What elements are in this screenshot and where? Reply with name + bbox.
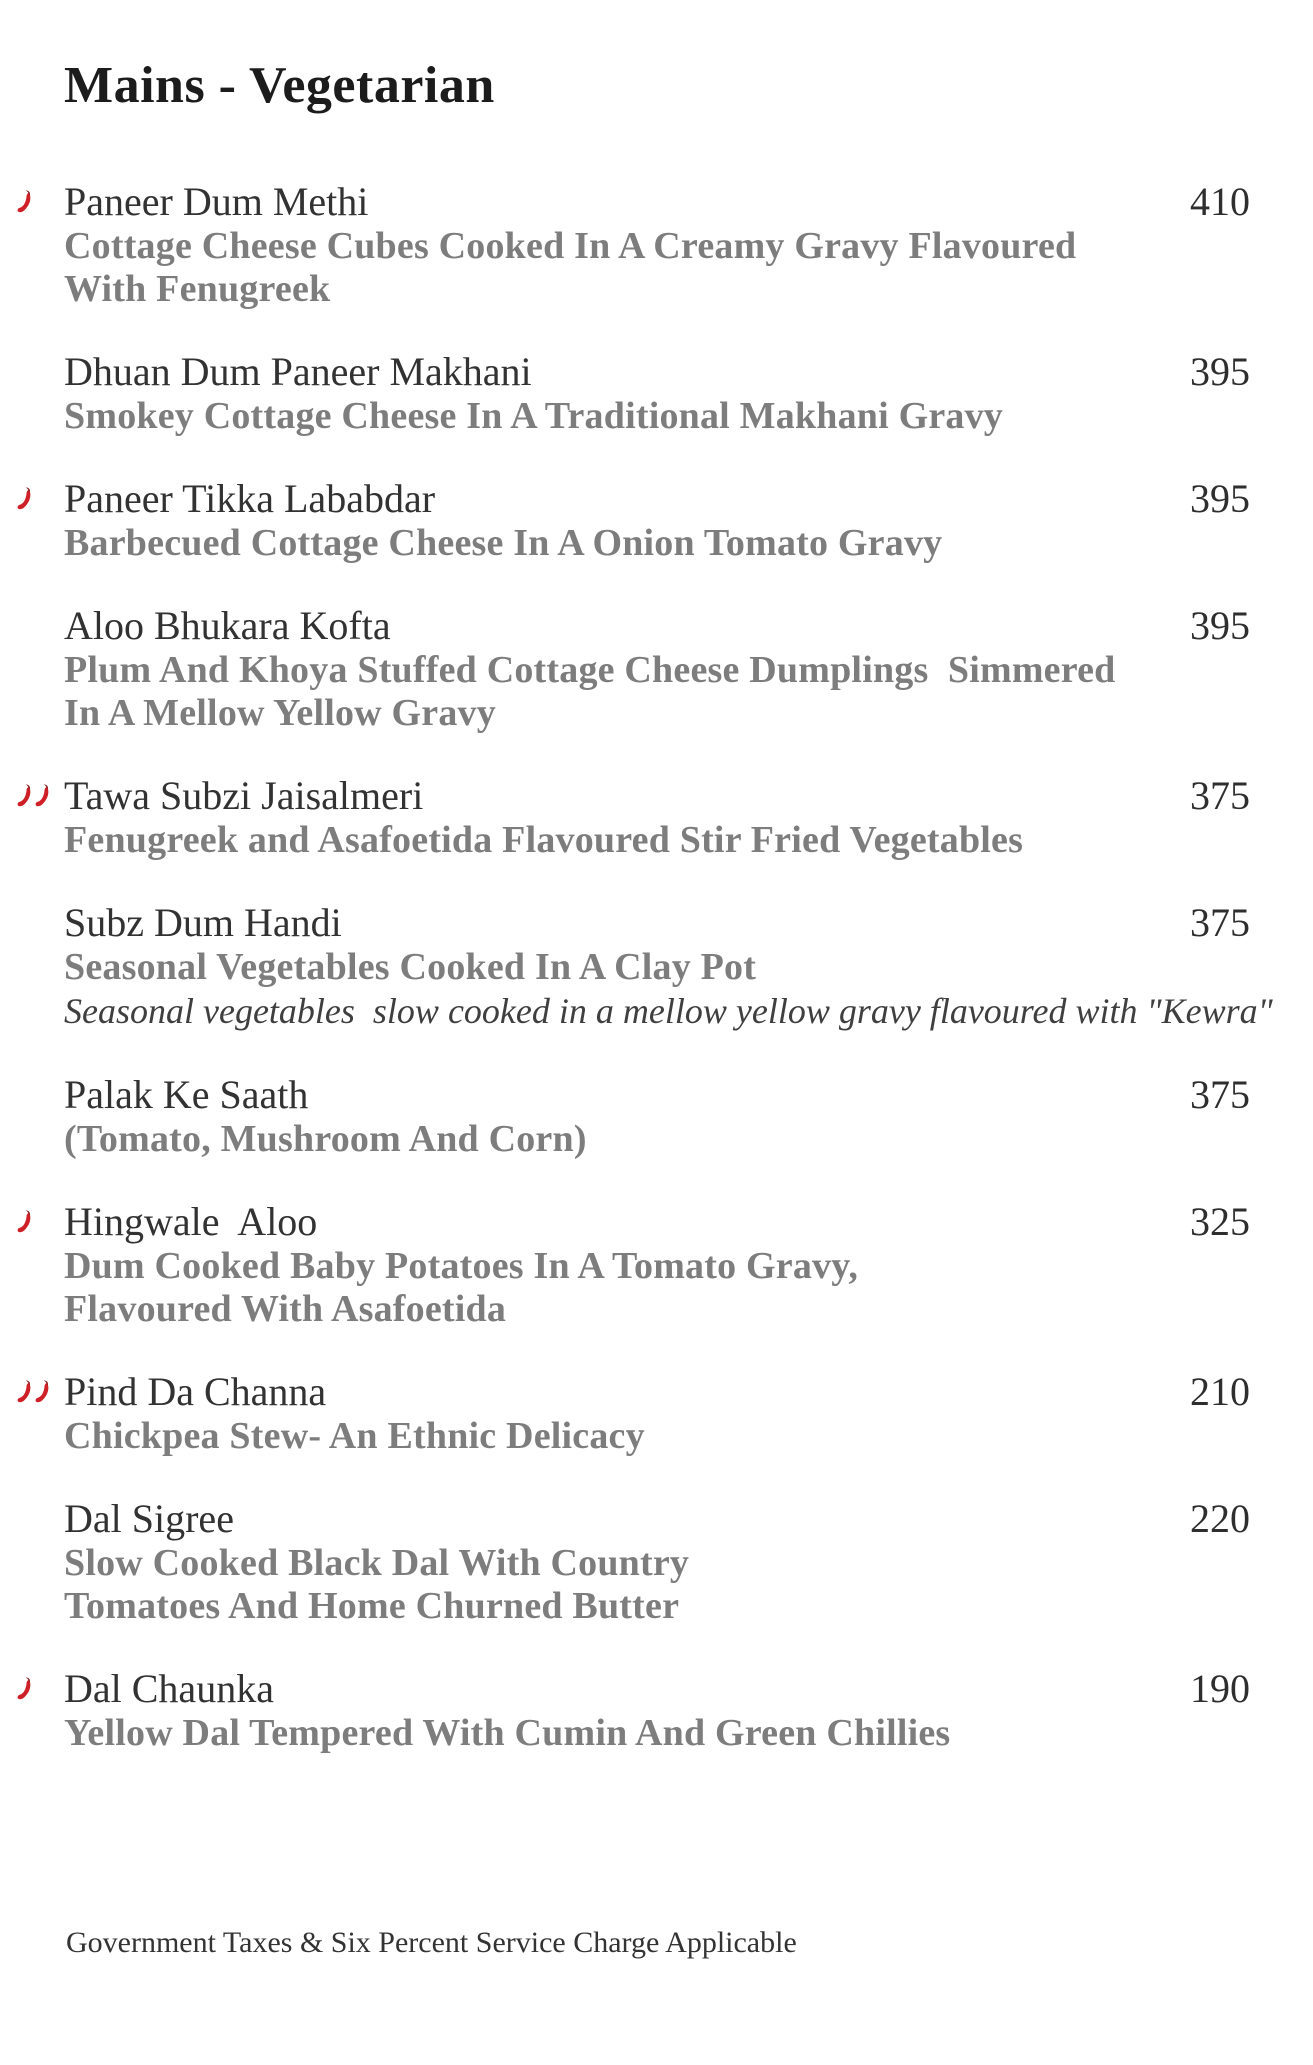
chili-pepper-icon bbox=[32, 1379, 56, 1407]
menu-items-list bbox=[64, 178, 1273, 1755]
dish-name: Subz Dum Handi bbox=[64, 900, 342, 945]
spice-level-icons bbox=[14, 486, 38, 514]
menu-item bbox=[64, 899, 1273, 1034]
dish-name-row bbox=[64, 475, 1250, 522]
dish-name-row bbox=[64, 178, 1250, 225]
dish-price: 210 bbox=[1190, 1369, 1250, 1414]
dish-description bbox=[64, 1712, 1250, 1755]
dish-name: Tawa Subzi Jaisalmeri bbox=[64, 773, 424, 818]
chili-pepper-icon bbox=[14, 1209, 38, 1237]
chili-pepper-icon bbox=[14, 189, 38, 217]
dish-price: 375 bbox=[1190, 1072, 1250, 1117]
menu-item bbox=[64, 772, 1250, 862]
dish-description-line: Cottage Cheese Cubes Cooked In A Creamy Gravy Flavoured bbox=[64, 225, 1077, 267]
dish-description bbox=[64, 649, 1250, 735]
dish-name-row bbox=[64, 348, 1250, 395]
dish-name-row bbox=[64, 602, 1250, 649]
chili-pepper-icon bbox=[14, 1676, 38, 1704]
menu-item bbox=[64, 1368, 1250, 1458]
dish-description bbox=[64, 819, 1250, 862]
menu-item bbox=[64, 475, 1250, 565]
dish-name-row bbox=[64, 1495, 1250, 1542]
spice-level-icons bbox=[14, 1209, 38, 1237]
dish-price: 395 bbox=[1190, 349, 1250, 394]
chili-pepper-icon bbox=[32, 783, 56, 811]
tax-service-charge-note: Government Taxes & Six Percent Service Charge Applicable bbox=[66, 1926, 797, 1959]
spice-level-icons bbox=[14, 783, 56, 811]
dish-italic-note: Seasonal vegetables slow cooked in a mellow yellow gravy flavoured with "Kewra" bbox=[64, 991, 1273, 1031]
dish-name: Palak Ke Saath bbox=[64, 1072, 309, 1117]
dish-name-row bbox=[64, 772, 1250, 819]
dish-name: Paneer Dum Methi bbox=[64, 179, 369, 224]
dish-name-row bbox=[64, 1198, 1250, 1245]
dish-name-row bbox=[64, 1071, 1250, 1118]
dish-name: Aloo Bhukara Kofta bbox=[64, 603, 391, 648]
dish-name-row bbox=[64, 899, 1250, 946]
dish-description bbox=[64, 1542, 1250, 1628]
dish-description bbox=[64, 395, 1250, 438]
dish-price: 325 bbox=[1190, 1199, 1250, 1244]
menu-item bbox=[64, 1665, 1250, 1755]
dish-name-row bbox=[64, 1368, 1250, 1415]
chili-pepper-icon bbox=[14, 486, 38, 514]
dish-price: 395 bbox=[1190, 476, 1250, 521]
dish-description-line: Seasonal Vegetables Cooked In A Clay Pot bbox=[64, 946, 757, 988]
page-title: Mains - Vegetarian bbox=[64, 57, 495, 114]
dish-description-line: Flavoured With Asafoetida bbox=[64, 1288, 507, 1330]
dish-price: 220 bbox=[1190, 1496, 1250, 1541]
dish-description-line: (Tomato, Mushroom And Corn) bbox=[64, 1118, 587, 1160]
dish-name: Hingwale Aloo bbox=[64, 1199, 318, 1244]
menu-item bbox=[64, 348, 1250, 438]
dish-description-line: In A Mellow Yellow Gravy bbox=[64, 692, 496, 734]
dish-description bbox=[64, 522, 1250, 565]
spice-level-icons bbox=[14, 1379, 56, 1407]
dish-description-line: Barbecued Cottage Cheese In A Onion Tomato Gravy bbox=[64, 522, 943, 564]
dish-description-line: Yellow Dal Tempered With Cumin And Green Chillies bbox=[64, 1712, 951, 1754]
dish-price: 375 bbox=[1190, 773, 1250, 818]
dish-description-line: Tomatoes And Home Churned Butter bbox=[64, 1585, 680, 1627]
dish-price: 395 bbox=[1190, 603, 1250, 648]
dish-description bbox=[64, 225, 1250, 311]
menu-item bbox=[64, 1071, 1250, 1161]
spice-level-icons bbox=[14, 1676, 38, 1704]
dish-price: 410 bbox=[1190, 179, 1250, 224]
dish-description-line: Smokey Cottage Cheese In A Traditional Makhani Gravy bbox=[64, 395, 1003, 437]
dish-description-line: Chickpea Stew- An Ethnic Delicacy bbox=[64, 1415, 645, 1457]
dish-name: Dal Sigree bbox=[64, 1496, 234, 1541]
dish-description bbox=[64, 946, 1273, 1034]
dish-name: Paneer Tikka Lababdar bbox=[64, 476, 436, 521]
dish-price: 375 bbox=[1190, 900, 1250, 945]
dish-description-line: Dum Cooked Baby Potatoes In A Tomato Gravy, bbox=[64, 1245, 859, 1287]
dish-description bbox=[64, 1245, 1250, 1331]
dish-description-line: Slow Cooked Black Dal With Country bbox=[64, 1542, 690, 1584]
menu-item bbox=[64, 602, 1250, 735]
dish-name: Dhuan Dum Paneer Makhani bbox=[64, 349, 532, 394]
dish-price: 190 bbox=[1190, 1666, 1250, 1711]
menu-item bbox=[64, 178, 1250, 311]
menu-item bbox=[64, 1495, 1250, 1628]
dish-description bbox=[64, 1415, 1250, 1458]
menu-item bbox=[64, 1198, 1250, 1331]
dish-name: Pind Da Channa bbox=[64, 1369, 327, 1414]
spice-level-icons bbox=[14, 189, 38, 217]
dish-description-line: With Fenugreek bbox=[64, 268, 331, 310]
dish-name: Dal Chaunka bbox=[64, 1666, 274, 1711]
dish-description bbox=[64, 1118, 1250, 1161]
dish-name-row bbox=[64, 1665, 1250, 1712]
dish-description-line: Fenugreek and Asafoetida Flavoured Stir Fried Vegetables bbox=[64, 819, 1024, 861]
dish-description-line: Plum And Khoya Stuffed Cottage Cheese Dumplings Simmered bbox=[64, 649, 1116, 691]
